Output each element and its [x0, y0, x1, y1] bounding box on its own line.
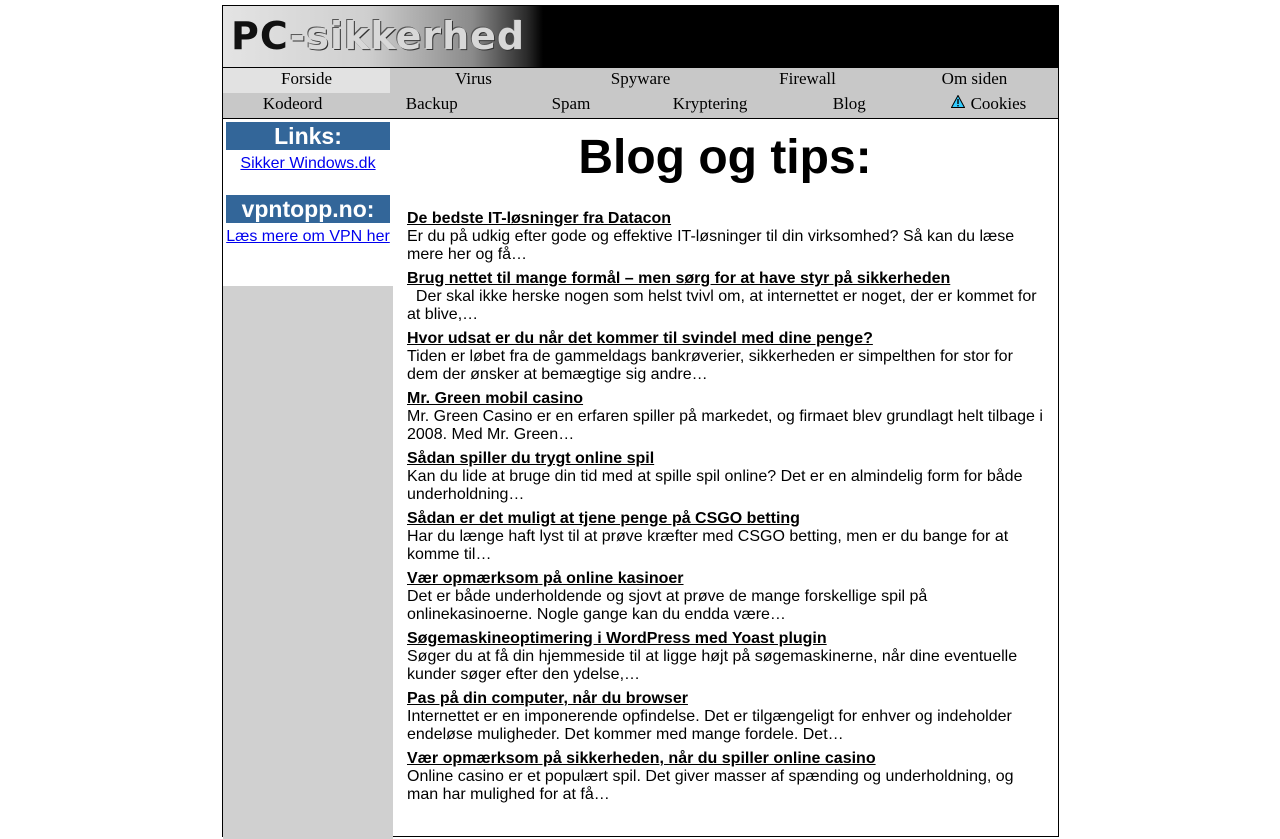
post-excerpt: Mr. Green Casino er en erfaren spiller på markedet, og firmaet blev grundlagt helt tilbage i 2008. Med Mr. Green… — [407, 408, 1043, 443]
post-title-link[interactable]: Sådan spiller du trygt online spil — [407, 450, 655, 467]
post-excerpt: Er du på udkig efter gode og effektive IT-løsninger til din virksomhed? Så kan du læse mere her og få… — [407, 228, 1015, 263]
nav-om-siden[interactable]: Om siden — [941, 69, 1008, 88]
nav-kodeord[interactable]: Kodeord — [262, 94, 323, 113]
link-sikker-windows[interactable]: Sikker Windows.dk — [240, 155, 376, 172]
list-item — [407, 270, 1043, 324]
page-frame — [222, 5, 1059, 837]
post-title-link[interactable]: Mr. Green mobil casino — [407, 390, 584, 407]
nav-virus[interactable]: Virus — [455, 69, 492, 88]
list-item — [407, 330, 1043, 384]
post-title-link[interactable]: Hvor udsat er du når det kommer til svindel med dine penge? — [407, 330, 873, 347]
post-excerpt: Har du længe haft lyst til at prøve kræfter med CSGO betting, men er du bange for at komme til… — [407, 528, 1009, 563]
post-excerpt: Kan du lide at bruge din tid med at spille spil online? Det er en almindelig form for både underholdning… — [407, 468, 1023, 503]
primary-nav — [223, 67, 1058, 94]
nav-spam[interactable]: Spam — [551, 94, 591, 113]
list-item — [407, 630, 1043, 684]
site-header — [223, 6, 1058, 67]
link-vpn[interactable]: Læs mere om VPN her — [226, 228, 390, 245]
page-title: Blog og tips: — [578, 131, 872, 184]
logo-part-sikkerhed: sikkerhed — [306, 14, 526, 58]
post-list — [407, 210, 1043, 810]
warning-icon — [951, 95, 965, 108]
vpn-heading: vpntopp.no: — [226, 195, 390, 223]
nav-kryptering[interactable]: Kryptering — [672, 94, 748, 113]
sidebar — [223, 119, 393, 839]
list-item — [407, 750, 1043, 804]
list-item — [407, 570, 1043, 624]
post-excerpt: Der skal ikke herske nogen som helst tvivl om, at internettet er noget, der er kommet for at blive,… — [407, 288, 1042, 323]
post-title-link[interactable]: Sådan er det muligt at tjene penge på CSGO betting — [407, 510, 800, 527]
logo-part-dash: - — [289, 14, 307, 58]
post-excerpt: Tiden er løbet fra de gammeldags bankrøverier, sikkerheden er simpelthen for stor for dem der ønsker at bemægtige sig andre… — [407, 348, 1013, 383]
nav-backup[interactable]: Backup — [405, 94, 458, 113]
nav-blog[interactable]: Blog — [832, 94, 866, 113]
nav-cookies-label: Cookies — [970, 94, 1027, 113]
links-heading: Links: — [226, 122, 390, 150]
post-title-link[interactable]: Vær opmærksom på sikkerheden, når du spiller online casino — [407, 750, 876, 767]
post-title-link[interactable]: Pas på din computer, når du browser — [407, 690, 688, 707]
list-item — [407, 210, 1043, 264]
post-title-link[interactable]: Vær opmærksom på online kasinoer — [407, 570, 684, 587]
post-excerpt: Online casino er et populært spil. Det giver masser af spænding og underholdning, og man har mulighed for at få… — [407, 768, 1014, 803]
post-title-link[interactable]: Brug nettet til mange formål – men sørg for at have styr på sikkerheden — [407, 270, 951, 287]
nav-firewall[interactable]: Firewall — [779, 69, 836, 88]
post-title-link[interactable]: De bedste IT-løsninger fra Datacon — [407, 210, 672, 227]
list-item — [407, 450, 1043, 504]
list-item — [407, 390, 1043, 444]
list-item — [407, 690, 1043, 744]
nav-forside[interactable]: Forside — [223, 68, 390, 93]
post-excerpt: Det er både underholdende og sjovt at prøve de mange forskellige spil på onlinekasinoerne. Nogle gange kan du endda være… — [407, 588, 928, 623]
nav-cookies[interactable] — [919, 93, 1058, 118]
nav-spyware[interactable]: Spyware — [610, 69, 671, 88]
post-title-link[interactable]: Søgemaskineoptimering i WordPress med Yoast plugin — [407, 630, 827, 647]
site-logo[interactable] — [223, 6, 543, 67]
secondary-nav — [223, 93, 1058, 119]
logo-text — [231, 10, 525, 62]
post-excerpt: Internettet er en imponerende opfindelse. Det er tilgængeligt for enhver og indeholder endeløse muligheder. Det kommer med mange fordele. Det… — [407, 708, 1012, 743]
sidebar-links-panel — [223, 119, 393, 286]
list-item — [407, 510, 1043, 564]
post-excerpt: Søger du at få din hjemmeside til at ligge højt på søgemaskinerne, når dine eventuelle kunder søger efter den ydelse,… — [407, 648, 1018, 683]
logo-part-pc: PC — [231, 14, 290, 58]
